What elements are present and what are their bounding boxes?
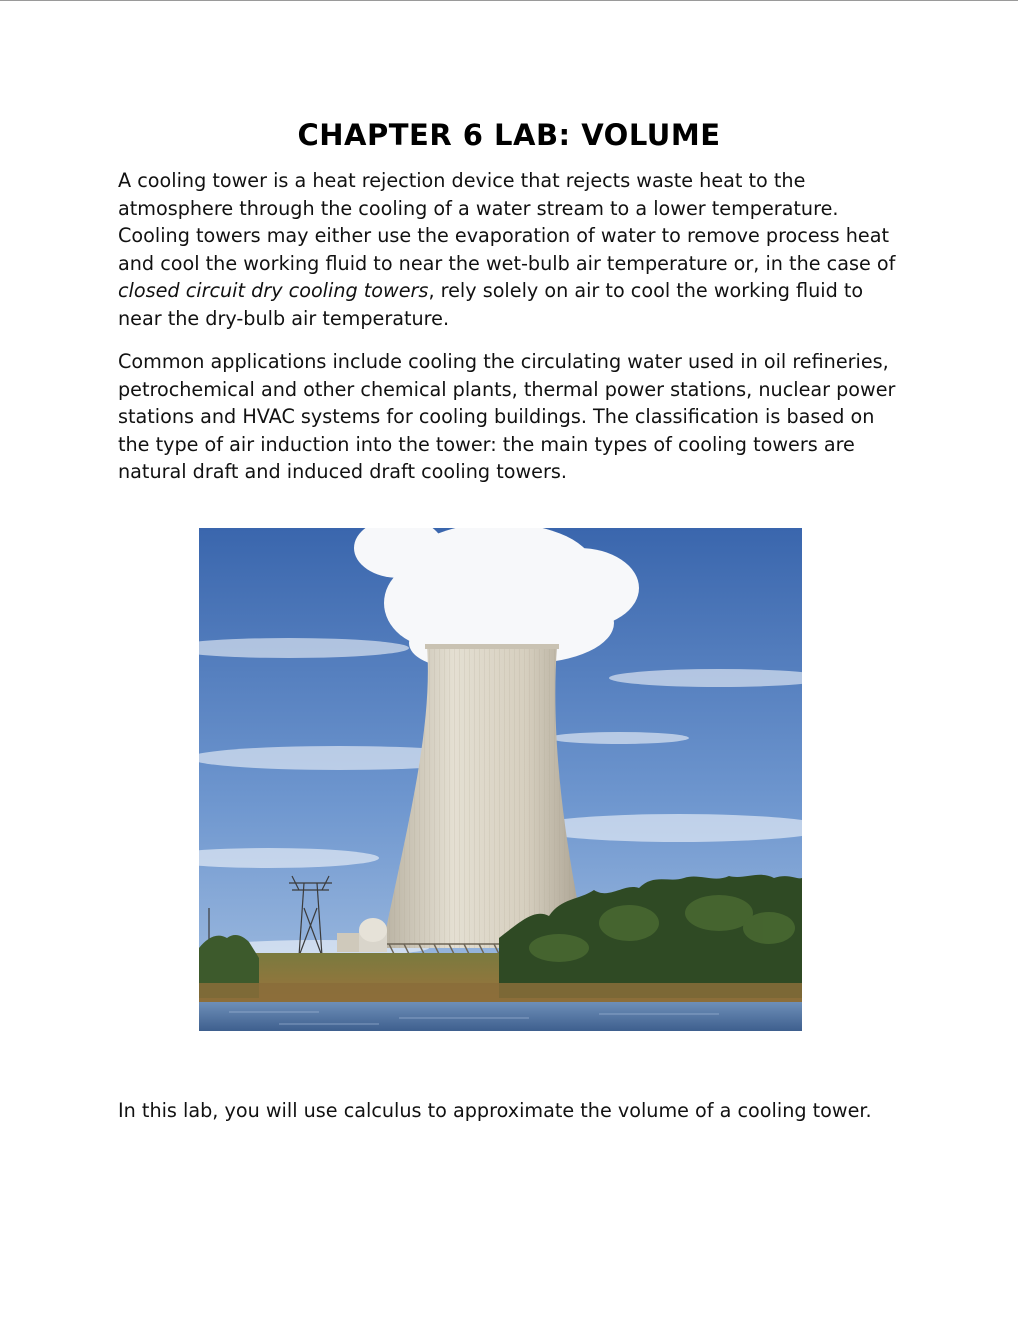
- shrub-bank: [199, 983, 802, 1005]
- intro-text-start: A cooling tower is a heat rejection device that rejects waste heat to the atmosphere through the cooling of a water stream to a lower temperature. Cooling towers may either use the evaporation of water to remove process heat and cool the working fluid to near the wet-bulb air temperature or, in the case of: [118, 169, 896, 275]
- closing-paragraph: In this lab, you will use calculus to approximate the volume of a cooling tower.: [118, 1099, 872, 1122]
- intro-paragraph: [118, 167, 908, 333]
- cooling-tower-photo: [199, 528, 802, 1031]
- applications-paragraph: Common applications include cooling the circulating water used in oil refineries, petrochemical and other chemical plants, thermal power stations, nuclear power stations and HVAC systems for cooling buildings. The classification is based on the type of air induction into the tower: the main types of cooling towers are natural draft and induced draft cooling towers.: [118, 350, 896, 484]
- top-border-line: [0, 0, 1018, 1]
- lake: [199, 1002, 802, 1031]
- intro-italic-term: closed circuit dry cooling towers: [118, 279, 429, 303]
- page-title: CHAPTER 6 LAB: VOLUME: [297, 118, 721, 152]
- intro-text-end: , rely solely on air to cool the working fluid to near the dry-bulb air temperature.: [118, 279, 864, 330]
